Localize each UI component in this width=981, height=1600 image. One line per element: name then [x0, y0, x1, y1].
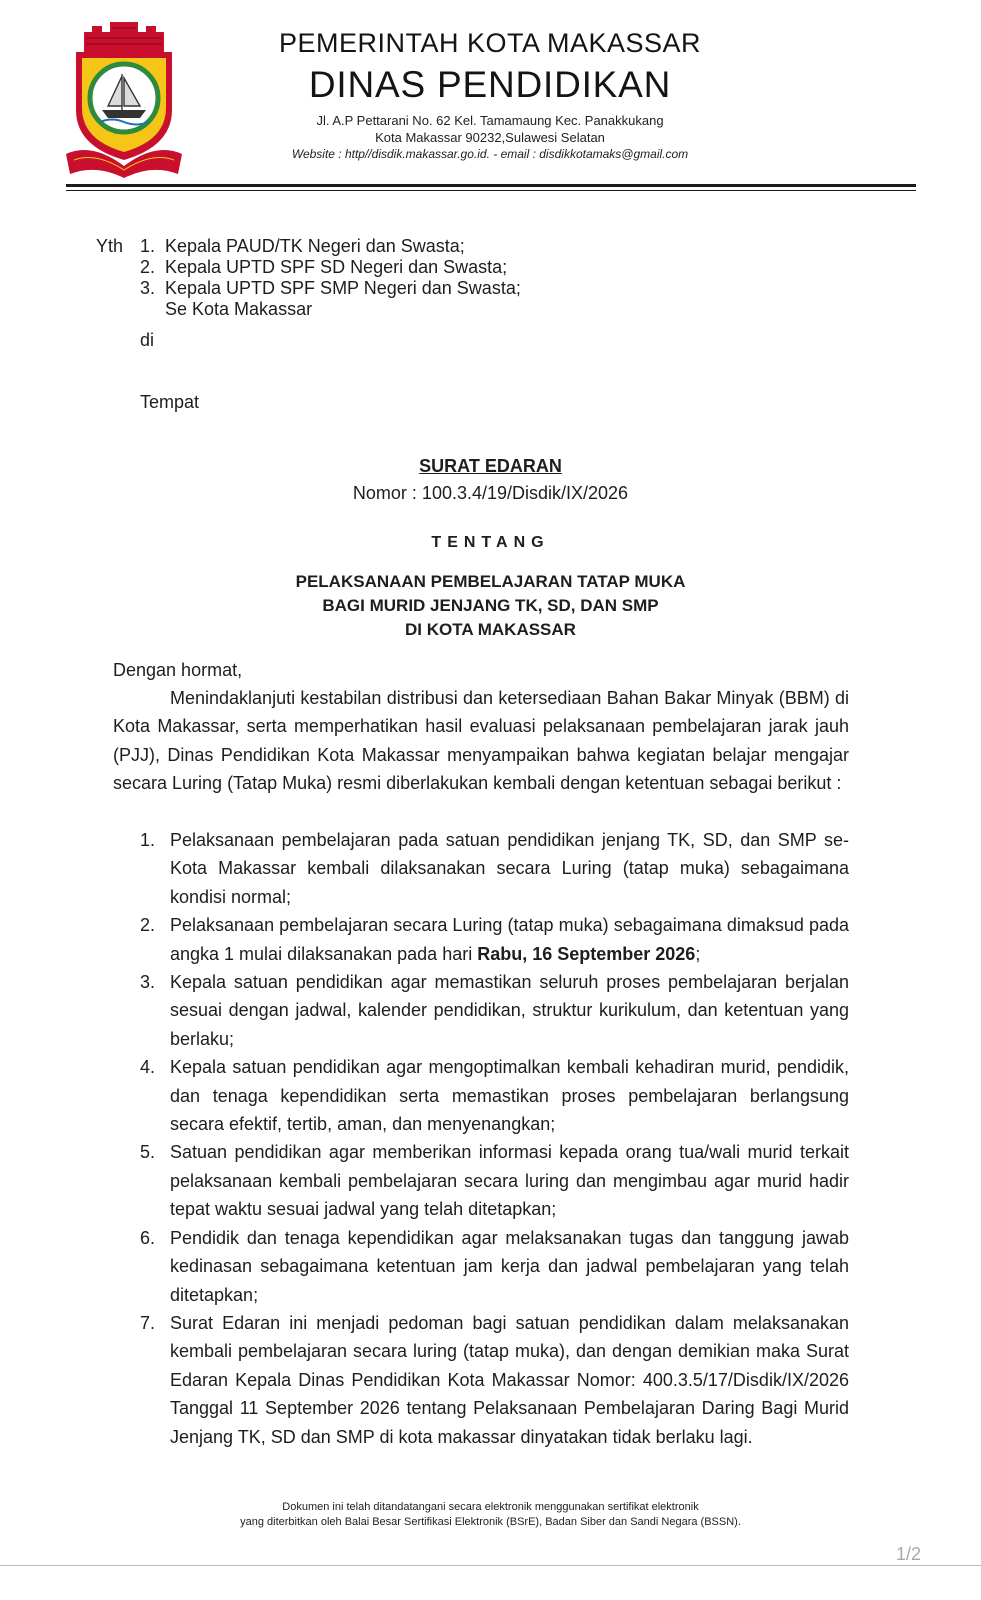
- document-number: Nomor : 100.3.4/19/Disdik/IX/2026: [352, 483, 629, 503]
- provision-text: Kepala satuan pendidikan agar mengoptimalkan kembali kehadiran murid, pendidik, dan tenaga kependidikan serta memastikan proses pembelajaran berlangsung secara efektif, tertib, aman, dan menyenangkan;: [170, 1057, 849, 1135]
- document-subject: [0, 570, 981, 642]
- intro-paragraph: Menindaklanjuti kestabilan distribusi dan ketersediaan Bahan Bakar Minyak (BBM) di Kota Makassar, serta memperhatikan hasil evaluasi pelaksanaan pembelajaran jarak jauh (PJJ), Dinas Pendidikan Kota Makassar menyampaikan bahwa kegiatan belajar mengajar secara Luring (Tatap Muka) resmi diberlakukan kembali dengan ketentuan sebagai berikut :: [113, 688, 849, 794]
- e-signature-notice: [0, 1500, 981, 1530]
- addressee-greeting: Yth: [96, 236, 124, 256]
- addressee-number: 1.: [140, 236, 156, 256]
- agency-name: DINAS PENDIDIKAN: [308, 64, 672, 105]
- provision-text-part: ;: [695, 943, 701, 964]
- addressee-number: 3.: [140, 278, 156, 298]
- letterhead-divider-thin: [66, 190, 916, 191]
- addressee-tail-text: Se Kota Makassar: [165, 299, 313, 319]
- addressee-list: [140, 236, 521, 320]
- provision-number: 1.: [140, 830, 156, 850]
- provision-item: [140, 968, 849, 1053]
- subject-line: PELAKSANAAN PEMBELAJARAN TATAP MUKA: [295, 572, 686, 591]
- letterhead: [230, 26, 750, 162]
- provision-item: [140, 826, 849, 911]
- provision-item: [140, 911, 849, 968]
- subject-line: DI KOTA MAKASSAR: [405, 620, 576, 639]
- addressee-place: Tempat: [140, 392, 200, 412]
- start-date: Rabu, 16 September 2026: [477, 943, 696, 964]
- provision-item: [140, 1224, 849, 1309]
- letterhead-divider-thick: [66, 184, 916, 187]
- provision-text-part: Pelaksanaan pembelajaran secara Luring (tatap muka) sebagaimana dimaksud pada angka 1 mulai dilaksanakan pada hari: [170, 915, 849, 964]
- addressee-item: [140, 236, 521, 257]
- provision-number: 7.: [140, 1312, 156, 1333]
- addressee-number: 2.: [140, 257, 156, 277]
- provision-text: Surat Edaran ini menjadi pedoman bagi satuan pendidikan dalam melaksanakan kembali pembelajaran secara luring (tatap muka), dan dengan demikian maka Surat Edaran Kepala Dinas Pendidikan Kota Makassar Nomor: 400.3.5/17/Disdik/IX/2026 Tanggal 11 September 2026 tentang Pelaksanaan Pembelajaran Daring Bagi Murid Jenjang TK, SD dan SMP di kota makassar dinyatakan tidak berlaku lagi.: [170, 1312, 849, 1447]
- salutation: Dengan hormat,: [113, 660, 243, 680]
- page-separator: [0, 1565, 981, 1566]
- addressee-text: Kepala PAUD/TK Negeri dan Swasta;: [165, 236, 465, 256]
- subject-line: BAGI MURID JENJANG TK, SD, DAN SMP: [322, 596, 659, 615]
- government-name: PEMERINTAH KOTA MAKASSAR: [278, 28, 702, 58]
- provision-number: 5.: [140, 1142, 156, 1163]
- addressee-di: di: [140, 330, 155, 350]
- provision-text: Pendidik dan tenaga kependidikan agar melaksanakan tugas dan tanggung jawab kedinasan sebagaimana ketentuan jam kerja dan jadwal pembelajaran yang telah ditetapkan;: [170, 1227, 849, 1305]
- address-line-2: Kota Makassar 90232,Sulawesi Selatan: [375, 130, 605, 145]
- addressee-item: [140, 257, 521, 278]
- contact-line: Website : http//disdik.makassar.go.id. - email : disdikkotamaks@gmail.com: [291, 147, 689, 161]
- provision-text: Pelaksanaan pembelajaran pada satuan pendidikan jenjang TK, SD, dan SMP se-Kota Makassar kembali dilaksanakan secara Luring (tatap muka) sebagaimana kondisi normal;: [170, 830, 849, 907]
- makassar-coat-of-arms-logo: [62, 18, 186, 178]
- address-line-1: Jl. A.P Pettarani No. 62 Kel. Tamamaung Kec. Panakkukang: [316, 113, 664, 128]
- addressee-text: Kepala UPTD SPF SMP Negeri dan Swasta;: [165, 278, 521, 298]
- provision-item: [140, 1138, 849, 1223]
- provision-text: Kepala satuan pendidikan agar memastikan seluruh proses pembelajaran berjalan sesuai dengan jadwal, kalender pendidikan, struktur kurikulum, dan ketentuan yang berlaku;: [170, 972, 849, 1049]
- document-heading: SURAT EDARAN: [419, 456, 562, 476]
- provision-number: 2.: [140, 915, 156, 936]
- provision-number: 4.: [140, 1057, 156, 1078]
- e-signature-line-2: yang diterbitkan oleh Balai Besar Sertifikasi Elektronik (BSrE), Badan Siber dan Sandi Negara (BSSN).: [240, 1516, 741, 1528]
- provision-text: [170, 911, 849, 968]
- addressee-text: Kepala UPTD SPF SD Negeri dan Swasta;: [165, 257, 508, 277]
- e-signature-line-1: Dokumen ini telah ditandatangani secara elektronik menggunakan sertifikat elektronik: [282, 1501, 699, 1513]
- provisions-list: [140, 826, 849, 1451]
- addressee-tail: [140, 299, 521, 320]
- provision-item: [140, 1053, 849, 1138]
- provision-text: Satuan pendidikan agar memberikan informasi kepada orang tua/wali murid terkait pelaksanaan kembali pembelajaran secara luring dan mengimbau agar murid hadir tepat waktu sesuai jadwal yang telah ditetapkan;: [170, 1142, 849, 1220]
- provision-number: 3.: [140, 972, 156, 993]
- page-indicator: 1/2: [895, 1544, 921, 1564]
- provision-item: [140, 1309, 849, 1451]
- addressee-item: [140, 278, 521, 299]
- about-label: TENTANG: [431, 534, 550, 551]
- provision-number: 6.: [140, 1227, 156, 1248]
